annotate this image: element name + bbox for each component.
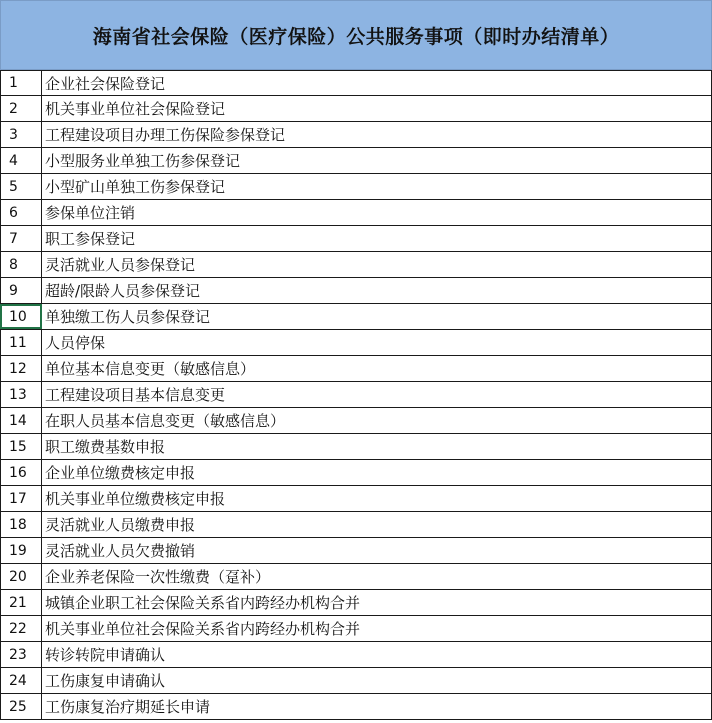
row-number-cell[interactable]: 13 — [0, 382, 42, 407]
service-item-cell[interactable]: 灵活就业人员参保登记 — [42, 252, 712, 277]
service-item-cell[interactable]: 工伤康复申请确认 — [42, 668, 712, 693]
row-number-cell[interactable]: 8 — [0, 252, 42, 277]
service-item-cell[interactable]: 机关事业单位社会保险关系省内跨经办机构合并 — [42, 616, 712, 641]
row-number-cell[interactable]: 19 — [0, 538, 42, 563]
table-row[interactable] — [0, 538, 712, 564]
table-row[interactable] — [0, 486, 712, 512]
table-row[interactable] — [0, 330, 712, 356]
row-number-cell[interactable]: 2 — [0, 96, 42, 121]
service-item-cell[interactable]: 机关事业单位社会保险登记 — [42, 96, 712, 121]
table-row[interactable] — [0, 616, 712, 642]
table-row[interactable] — [0, 668, 712, 694]
service-item-cell[interactable]: 机关事业单位缴费核定申报 — [42, 486, 712, 511]
row-number-cell[interactable]: 17 — [0, 486, 42, 511]
table-row[interactable] — [0, 356, 712, 382]
table-row[interactable] — [0, 304, 712, 330]
table-row[interactable] — [0, 96, 712, 122]
table-row[interactable] — [0, 694, 712, 720]
service-item-cell[interactable]: 灵活就业人员缴费申报 — [42, 512, 712, 537]
service-item-cell[interactable]: 工伤康复治疗期延长申请 — [42, 694, 712, 719]
sheet-title[interactable]: 海南省社会保险（医疗保险）公共服务事项（即时办结清单） — [0, 0, 712, 70]
table-row[interactable] — [0, 226, 712, 252]
service-item-cell[interactable]: 参保单位注销 — [42, 200, 712, 225]
row-number-cell[interactable]: 25 — [0, 694, 42, 719]
row-number-cell[interactable]: 7 — [0, 226, 42, 251]
service-item-cell[interactable]: 在职人员基本信息变更（敏感信息） — [42, 408, 712, 433]
table-row[interactable] — [0, 642, 712, 668]
row-number-cell[interactable]: 5 — [0, 174, 42, 199]
service-item-cell[interactable]: 企业社会保险登记 — [42, 71, 712, 95]
row-number-cell[interactable]: 16 — [0, 460, 42, 485]
table-row[interactable] — [0, 70, 712, 96]
service-item-cell[interactable]: 城镇企业职工社会保险关系省内跨经办机构合并 — [42, 590, 712, 615]
service-item-cell[interactable]: 工程建设项目基本信息变更 — [42, 382, 712, 407]
table-row[interactable] — [0, 252, 712, 278]
table-row[interactable] — [0, 382, 712, 408]
service-item-cell[interactable]: 转诊转院申请确认 — [42, 642, 712, 667]
row-number-cell[interactable]: 6 — [0, 200, 42, 225]
service-item-cell[interactable]: 职工参保登记 — [42, 226, 712, 251]
service-item-cell[interactable]: 企业养老保险一次性缴费（趸补） — [42, 564, 712, 589]
row-number-cell[interactable]: 15 — [0, 434, 42, 459]
service-item-cell[interactable]: 小型矿山单独工伤参保登记 — [42, 174, 712, 199]
row-number-cell[interactable]: 3 — [0, 122, 42, 147]
service-item-cell[interactable]: 企业单位缴费核定申报 — [42, 460, 712, 485]
table-row[interactable] — [0, 434, 712, 460]
row-number-cell[interactable]: 4 — [0, 148, 42, 173]
row-number-cell[interactable]: 14 — [0, 408, 42, 433]
row-number-cell[interactable]: 22 — [0, 616, 42, 641]
row-number-cell[interactable]: 10 — [0, 304, 42, 329]
service-item-cell[interactable]: 工程建设项目办理工伤保险参保登记 — [42, 122, 712, 147]
row-number-cell[interactable]: 20 — [0, 564, 42, 589]
table-row[interactable] — [0, 278, 712, 304]
service-item-cell[interactable]: 单独缴工伤人员参保登记 — [42, 304, 712, 329]
service-item-cell[interactable]: 人员停保 — [42, 330, 712, 355]
table-row[interactable] — [0, 590, 712, 616]
row-number-cell[interactable]: 18 — [0, 512, 42, 537]
row-number-cell[interactable]: 12 — [0, 356, 42, 381]
table-row[interactable] — [0, 174, 712, 200]
service-item-cell[interactable]: 职工缴费基数申报 — [42, 434, 712, 459]
table-row[interactable] — [0, 148, 712, 174]
table-row[interactable] — [0, 122, 712, 148]
row-number-cell[interactable]: 24 — [0, 668, 42, 693]
table-row[interactable] — [0, 408, 712, 434]
row-number-cell[interactable]: 11 — [0, 330, 42, 355]
service-item-cell[interactable]: 超龄/限龄人员参保登记 — [42, 278, 712, 303]
items-table — [0, 70, 712, 720]
row-number-cell[interactable]: 21 — [0, 590, 42, 615]
row-number-cell[interactable]: 1 — [0, 71, 42, 95]
table-row[interactable] — [0, 512, 712, 538]
table-row[interactable] — [0, 460, 712, 486]
service-item-cell[interactable]: 灵活就业人员欠费撤销 — [42, 538, 712, 563]
table-row[interactable] — [0, 564, 712, 590]
row-number-cell[interactable]: 9 — [0, 278, 42, 303]
table-row[interactable] — [0, 200, 712, 226]
service-item-cell[interactable]: 单位基本信息变更（敏感信息） — [42, 356, 712, 381]
service-item-cell[interactable]: 小型服务业单独工伤参保登记 — [42, 148, 712, 173]
row-number-cell[interactable]: 23 — [0, 642, 42, 667]
